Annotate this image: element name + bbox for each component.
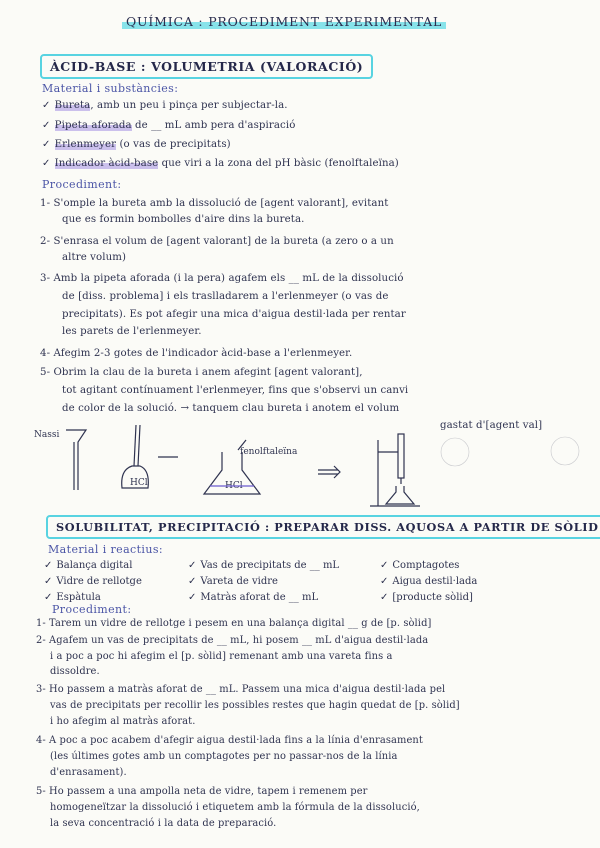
- section1-materials-title: Material i substàncies:: [42, 82, 179, 95]
- s1-step-line: 4- Afegim 2-3 gotes de l'indicador àcid-base a l'erlenmeyer.: [40, 348, 353, 359]
- s1-step-line: 1- S'omple la bureta amb la dissolució de [agent valorant], evitant: [40, 198, 389, 209]
- s2-step-line: vas de precipitats per recollir les possibles restes que hagin quedat de [p. sòlid]: [50, 700, 460, 711]
- s1-step-line: precipitats). Es pot afegir una mica d'aigua destil·lada per rentar: [62, 309, 406, 320]
- s2-step-line: 5- Ho passem a una ampolla neta de vidre, tapem i remenem per: [36, 786, 368, 797]
- s2-step-line: (les últimes gotes amb un comptagotes per no passar-nos de la línia: [50, 751, 398, 762]
- s1-step-line: de color de la solució. → tanquem clau bureta i anotem el volum: [62, 403, 400, 414]
- diagram-label-tube: HCl: [130, 478, 148, 488]
- s2-material-col3-item: ✓ Comptagotes: [380, 560, 460, 571]
- s2-material-col2-item: ✓ Vareta de vidre: [188, 576, 278, 587]
- s1-step-line: gastat d'[agent val]: [440, 420, 543, 431]
- s1-material-1: ✓ Bureta, amb un peu i pinça per subjectar-la.: [42, 100, 288, 111]
- s2-step-line: i a poc a poc hi afegim el [p. sòlid] remenant amb una vareta fins a: [50, 651, 393, 662]
- s1-step-line: altre volum): [62, 252, 127, 263]
- section2-materials-title: Material i reactius:: [48, 543, 163, 556]
- flask-under-burette-icon: [386, 486, 414, 504]
- s1-step-line: les parets de l'erlenmeyer.: [62, 326, 202, 337]
- s2-material-col1-item: ✓ Balança digital: [44, 560, 133, 571]
- funnel-icon: [66, 430, 86, 490]
- page-title: QUÍMICA : PROCEDIMENT EXPERIMENTAL: [122, 14, 446, 29]
- section1-procedure-title: Procediment:: [42, 178, 122, 191]
- s1-step-line: que es formin bombolles d'aire dins la bureta.: [62, 214, 305, 225]
- section1-heading: ÀCID-BASE : VOLUMETRIA (VALORACIÓ): [40, 54, 373, 79]
- s1-step-line: tot agitant contínuament l'erlenmeyer, fins que s'observi un canvi: [62, 385, 409, 396]
- s2-step-line: 4- A poc a poc acabem d'afegir aigua destil·lada fins a la línia d'enrasament: [36, 735, 423, 746]
- s1-step-line: 2- S'enrasa el volum de [agent valorant] de la bureta (a zero o a un: [40, 236, 394, 247]
- s2-material-col1-item: ✓ Vidre de rellotge: [44, 576, 142, 587]
- s1-material-3: ✓ Erlenmeyer (o vas de precipitats): [42, 139, 231, 150]
- diagram-label-pheno: fenolftaleïna: [240, 447, 298, 457]
- s2-step-line: i ho afegim al matràs aforat.: [50, 716, 196, 727]
- s2-step-line: 2- Agafem un vas de precipitats de __ mL, hi posem __ mL d'aigua destil·lada: [36, 635, 429, 646]
- diagram-label-left: Nassi: [34, 430, 60, 440]
- s2-material-col2-item: ✓ Matràs aforat de __ mL: [188, 592, 319, 603]
- section2-heading: SOLUBILITAT, PRECIPITACIÓ : PREPARAR DISS. AQUOSA A PARTIR DE SÒLID: [46, 515, 600, 539]
- diagram-label-flask: HCl: [225, 481, 243, 491]
- s2-material-col1-item: ✓ Espàtula: [44, 592, 101, 603]
- s2-step-line: d'enrasament).: [50, 767, 127, 778]
- s1-material-4: ✓ Indicador àcid-base que viri a la zona del pH bàsic (fenolftaleïna): [42, 158, 399, 169]
- s2-step-line: la seva concentració i la data de preparació.: [50, 818, 277, 829]
- s1-step-line: de [diss. problema] i els traslladarem a l'erlenmeyer (o vas de: [62, 291, 389, 302]
- section2-procedure-title: Procediment:: [52, 603, 132, 616]
- burette-icon: [398, 434, 404, 478]
- s1-step-line: 5- Obrim la clau de la bureta i anem afegint [agent valorant],: [40, 367, 363, 378]
- s2-step-line: 1- Tarem un vidre de rellotge i pesem en una balança digital __ g de [p. sòlid]: [36, 618, 432, 629]
- s2-material-col2-item: ✓ Vas de precipitats de __ mL: [188, 560, 340, 571]
- s2-material-col3-item: ✓ [producte sòlid]: [380, 592, 473, 603]
- s2-step-line: homogeneïtzar la dissolució i etiquetem amb la fórmula de la dissolució,: [50, 802, 420, 813]
- s1-step-line: 3- Amb la pipeta aforada (i la pera) agafem els __ mL de la dissolució: [40, 273, 404, 284]
- s1-material-2: ✓ Pipeta aforada de __ mL amb pera d'aspiració: [42, 120, 296, 131]
- s2-step-line: 3- Ho passem a matràs aforat de __ mL. Passem una mica d'aigua destil·lada pel: [36, 684, 446, 695]
- s2-step-line: dissoldre.: [50, 666, 100, 677]
- s2-material-col3-item: ✓ Aigua destil·lada: [380, 576, 478, 587]
